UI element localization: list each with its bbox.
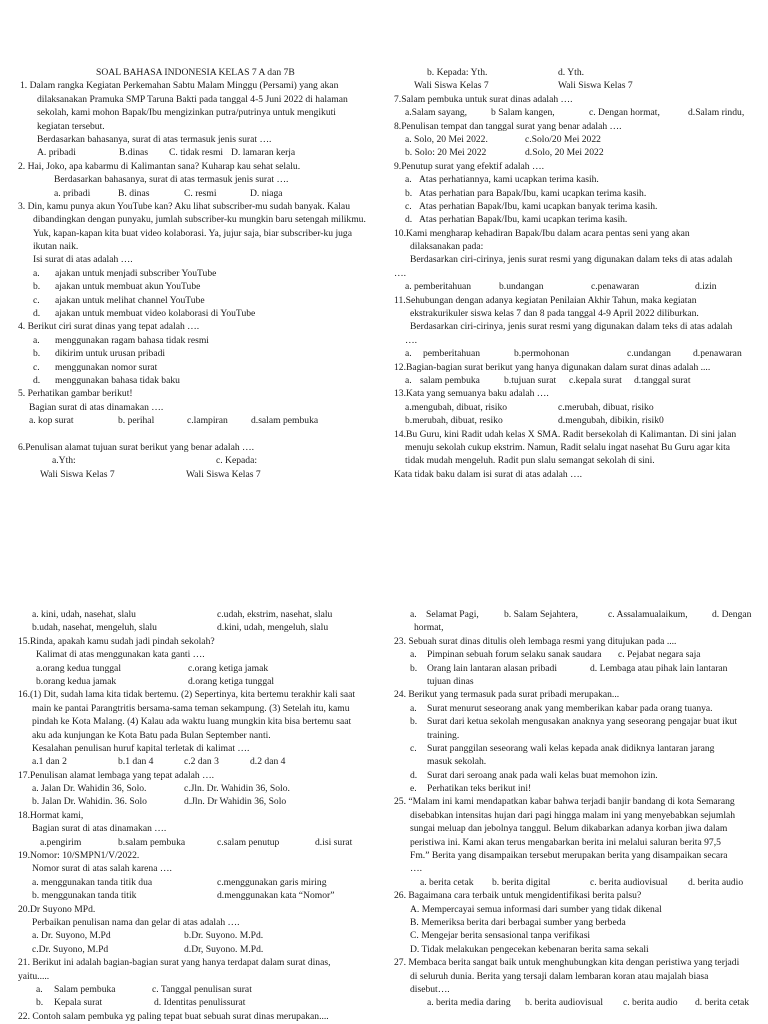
text-cell: ajakan untuk melihat channel YouTube bbox=[55, 294, 205, 306]
text-cell: b. bbox=[410, 662, 418, 674]
text-line: 6.Penulisan alamat tujuan surat berikut yang benar adalah …. bbox=[18, 441, 255, 453]
text-line: 2. Hai, Joko, apa kabarmu di Kalimantan sana? Kuharap kau sehat selalu. bbox=[18, 160, 301, 172]
text-line bbox=[18, 294, 388, 307]
text-cell: c. bbox=[33, 361, 40, 373]
text-line: di seluruh dunia. Berita yang tersaji dalam lembaran koran atau majalah biasa bbox=[410, 970, 709, 982]
text-line bbox=[394, 347, 754, 360]
text-cell: ajakan untuk menjadi subscriber YouTube bbox=[55, 267, 217, 279]
text-line: 25. “Malam ini kami mendapatkan kabar bahwa terjadi banjir bandang di kota Semarang bbox=[394, 796, 735, 808]
text-cell: b. bbox=[33, 281, 41, 293]
text-cell: a. menggunakan tanda titik dua bbox=[32, 876, 153, 888]
text-cell: d.Salam rindu, bbox=[688, 107, 745, 119]
text-line: 7.Salam pembuka untuk surat dinas adalah …. bbox=[394, 93, 573, 105]
text-cell: b. Jalan Dr. Wahidin. 36. Solo bbox=[32, 796, 147, 808]
text-cell: Surat panggilan seseorang wali kelas kepada anak didiknya lantaran jarang bbox=[427, 742, 715, 754]
text-line bbox=[18, 996, 388, 1009]
text-line: Bagian surat di atas dinamakan …. bbox=[29, 401, 164, 413]
text-cell: a. bbox=[405, 174, 412, 186]
text-line: 13.Kata yang semuanya baku adalah …. bbox=[394, 388, 549, 400]
text-cell: B.dinas bbox=[119, 147, 149, 159]
text-cell: a. kini, udah, nasehat, slalu bbox=[32, 609, 136, 620]
text-line: 14.Bu Guru, kini Radit udah kelas X SMA. Radit bersekolah di Kalimantan. Di sini jalan bbox=[394, 428, 737, 440]
text-line: 3. Din, kamu punya akun YouTube kan? Aku lihat subscriber-mu sudah banyak. Kalau bbox=[18, 200, 350, 212]
text-line: 18.Hormat kami, bbox=[18, 809, 84, 821]
text-cell: c.Solo/20 Mei 2022 bbox=[525, 133, 601, 145]
text-cell: d. Lembaga atau pihak lain lantaran bbox=[590, 662, 728, 674]
text-cell: b.udah, nasehat, mengeluh, slalu bbox=[32, 622, 157, 634]
text-cell: Surat dari seroang anak pada wali kelas buat memohon izin. bbox=[427, 769, 658, 781]
text-cell: a. bbox=[410, 609, 417, 620]
text-line bbox=[394, 715, 754, 728]
text-line bbox=[18, 608, 388, 621]
text-line bbox=[18, 428, 388, 441]
text-line bbox=[18, 621, 388, 634]
text-line: training. bbox=[427, 729, 460, 741]
text-cell: Atas perhatian Bapak/Ibu, kami ucapkan terima kasih. bbox=[419, 214, 628, 226]
text-line: dibandingkan dengan punyaku, jumlah subscriber-ku mungkin baru setengah milikmu. bbox=[33, 214, 366, 226]
text-line: 9.Penutup surat yang efektif adalah …. bbox=[394, 160, 544, 172]
text-cell: a. Solo, 20 Mei 2022. bbox=[405, 133, 488, 145]
text-cell: d. berita cetak bbox=[695, 997, 750, 1009]
text-cell: b. berita digital bbox=[492, 876, 551, 888]
text-cell: d.mengubah, dibikin, risik0 bbox=[558, 415, 664, 427]
text-cell: salam pembuka bbox=[420, 374, 480, 386]
text-line bbox=[394, 742, 754, 755]
text-line: tujuan dinas bbox=[427, 675, 474, 687]
text-cell: Wali Siswa Kelas 7 bbox=[558, 80, 633, 92]
text-line: Nomor surat di atas salah karena …. bbox=[32, 863, 172, 875]
text-line: 12.Bagian-bagian surat berikut yang hanya digunakan dalam surat dinas adalah .... bbox=[394, 361, 711, 373]
text-line: Isi surat di atas adalah …. bbox=[33, 254, 133, 266]
text-cell: e. bbox=[410, 783, 417, 795]
text-line: Berdasarkan bahasanya, surat di atas termasuk jenis surat …. bbox=[37, 133, 272, 145]
text-line: Berdasarkan ciri-cirinya, jenis surat resmi yang digunakan dalam teks di atas adalah bbox=[410, 321, 733, 333]
text-line: dilaksanakan pada: bbox=[410, 241, 484, 253]
text-cell: a. bbox=[410, 649, 417, 661]
text-cell: ajakan untuk membuat akun YouTube bbox=[55, 281, 201, 293]
text-line bbox=[18, 267, 388, 280]
text-line: 20.Dr Suyono MPd. bbox=[18, 903, 96, 915]
text-cell: a. bbox=[410, 702, 417, 714]
text-cell: d.izin bbox=[695, 281, 717, 293]
text-line bbox=[394, 414, 754, 427]
text-line: …. bbox=[410, 863, 422, 875]
text-cell: C. tidak resmi bbox=[169, 147, 224, 159]
text-cell: a. Dr. Suyono, M.Pd bbox=[32, 930, 111, 942]
text-line bbox=[18, 414, 388, 427]
text-cell: c. bbox=[410, 742, 417, 754]
text-line bbox=[18, 929, 388, 942]
text-cell: a. bbox=[33, 334, 40, 346]
text-cell: b. menggunakan tanda titik bbox=[32, 890, 137, 902]
text-cell: a.Yth: bbox=[52, 455, 76, 467]
text-cell: a.1 dan 2 bbox=[32, 756, 67, 768]
text-line: C. Mengejar berita sensasional tanpa verifikasi bbox=[410, 930, 591, 942]
text-cell: c.lampiran bbox=[187, 415, 228, 427]
text-line: 26. Bagaimana cara terbaik untuk mengidentifikasi berita palsu? bbox=[394, 890, 642, 902]
text-line bbox=[18, 187, 388, 200]
column-bottom-left bbox=[18, 608, 388, 1023]
text-cell: b.undangan bbox=[499, 281, 544, 293]
text-line: 24. Berikut yang termasuk pada surat pribadi merupakan... bbox=[394, 689, 620, 701]
text-line bbox=[394, 662, 754, 675]
text-cell: pemberitahuan bbox=[423, 348, 481, 360]
text-line: disebabkan intensitas hujan dari pagi hingga malam ini yang menyebabkan sejumlah bbox=[410, 809, 736, 821]
text-line: Bagian surat di atas dinamakan …. bbox=[32, 823, 167, 835]
text-line: 8.Penulisan tempat dan tanggal surat yang benar adalah …. bbox=[394, 120, 622, 132]
text-line: ekstrakurikuler siswa kelas 7 dan 8 pada tanggal 4-9 April 2022 diliburkan. bbox=[410, 308, 699, 320]
text-line bbox=[394, 648, 754, 661]
text-cell: a. berita media daring bbox=[427, 997, 511, 1009]
text-cell: b.merubah, dibuat, resiko bbox=[405, 415, 503, 427]
text-cell: d.isi surat bbox=[315, 836, 353, 848]
text-line bbox=[394, 146, 754, 159]
text-cell: d.Solo, 20 Mei 2022 bbox=[525, 147, 604, 159]
text-cell: b.Dr. Suyono. M.Pd. bbox=[184, 930, 264, 942]
text-cell: a. pemberitahuan bbox=[405, 281, 472, 293]
text-cell: a. bbox=[405, 374, 412, 386]
text-cell: Surat dari ketua sekolah mengusakan anaknya yang seseorang pengajar buat ikut bbox=[427, 716, 738, 728]
text-line bbox=[18, 334, 388, 347]
text-cell: c.penawaran bbox=[591, 281, 640, 293]
text-cell: b. perihal bbox=[118, 415, 155, 427]
text-line bbox=[394, 769, 754, 782]
text-cell: Pimpinan sebuah forum selaku sanak saudara bbox=[427, 649, 602, 661]
text-cell: d. bbox=[33, 374, 41, 386]
text-cell: a. bbox=[33, 267, 40, 279]
text-cell: d. Identitas penulissurat bbox=[154, 997, 246, 1009]
text-cell: d. berita audio bbox=[688, 876, 744, 888]
text-cell: a.Salam sayang, bbox=[405, 107, 468, 119]
text-line bbox=[18, 889, 388, 902]
text-cell: c.udah, ekstrim, nasehat, slalu bbox=[217, 609, 333, 620]
text-cell: d.orang ketiga tunggal bbox=[188, 675, 275, 687]
text-line: 11.Sehubungan dengan adanya kegiatan Penilaian Akhir Tahun, maka kegiatan bbox=[394, 294, 697, 306]
text-line bbox=[18, 795, 388, 808]
text-line bbox=[394, 374, 754, 387]
text-line bbox=[394, 702, 754, 715]
text-cell: Perhatikan teks berikut ini! bbox=[427, 783, 532, 795]
text-cell: a. berita cetak bbox=[420, 876, 474, 888]
text-cell: Surat menurut seseorang anak yang memberikan kabar pada orang tuanya. bbox=[427, 702, 713, 714]
text-line: Fm.” Berita yang disampaikan tersebut merupakan berita yang disampaikan secara bbox=[410, 850, 728, 862]
text-cell: b.orang kedua jamak bbox=[36, 675, 117, 687]
text-line: …. bbox=[394, 267, 406, 279]
text-line bbox=[18, 347, 388, 360]
text-cell: b.1 dan 4 bbox=[118, 756, 154, 768]
text-cell: c. berita audio bbox=[623, 997, 678, 1009]
text-cell: d.tanggal surat bbox=[634, 374, 691, 386]
text-line bbox=[394, 173, 754, 186]
text-cell: c.kepala surat bbox=[569, 374, 622, 386]
text-line: Kesalahan penulisan huruf kapital terletak di kalimat …. bbox=[32, 742, 250, 754]
text-cell: Selamat Pagi, bbox=[426, 609, 479, 620]
text-cell: d. Dengan bbox=[712, 609, 752, 620]
text-cell: b.salam pembuka bbox=[118, 836, 186, 848]
text-line bbox=[18, 454, 388, 467]
text-line bbox=[394, 280, 754, 293]
text-cell: B. dinas bbox=[118, 187, 150, 199]
text-line bbox=[394, 106, 754, 119]
text-cell: d. bbox=[405, 214, 413, 226]
text-line: Kalimat di atas menggunakan kata ganti …. bbox=[36, 649, 205, 661]
text-line: main ke pantai Parangtritis bersama-sama teman sekampung. (3) Setelah itu, kamu bbox=[32, 702, 350, 714]
text-line: 10.Kami mengharap kehadiran Bapak/Ibu dalam acara pentas seni yang akan bbox=[394, 227, 690, 239]
text-cell: b. bbox=[410, 716, 418, 728]
text-cell: c.salam penutup bbox=[217, 836, 280, 848]
text-line: hormat, bbox=[414, 622, 444, 634]
text-line bbox=[18, 675, 388, 688]
text-line bbox=[394, 782, 754, 795]
text-cell: menggunakan nomor surat bbox=[55, 361, 158, 373]
text-line bbox=[394, 213, 754, 226]
text-cell: Orang lain lantaran alasan pribadi bbox=[427, 662, 557, 674]
text-cell: d.menggunakan kata “Nomor” bbox=[217, 890, 335, 902]
text-cell: Salam pembuka bbox=[54, 983, 116, 995]
text-cell: Wali Siswa Kelas 7 bbox=[186, 468, 261, 480]
text-cell: c.Dr. Suyono, M.Pd bbox=[32, 943, 109, 955]
text-cell: c. bbox=[33, 294, 40, 306]
text-cell: b. bbox=[36, 997, 44, 1009]
text-line: 1. Dalam rangka Kegiatan Perkemahan Sabtu Malam Minggu (Persami) yang akan bbox=[20, 80, 339, 92]
text-line: menuju sekolah cukup ekstrim. Namun, Radit selalu ingat nasehat Bu Guru agar kita bbox=[405, 441, 731, 453]
text-cell: b.permohonan bbox=[514, 348, 570, 360]
text-line: Yuk, kapan-kapan kita buat video kolaborasi. Ya, jujur saja, biar subscriber-ku juga bbox=[33, 227, 352, 239]
text-cell: Wali Siswa Kelas 7 bbox=[40, 468, 115, 480]
text-line bbox=[18, 468, 388, 481]
text-cell: c. bbox=[405, 200, 412, 212]
text-line bbox=[18, 374, 388, 387]
text-cell: b. bbox=[33, 348, 41, 360]
text-cell: d.Jln. Dr Wahidin 36, Solo bbox=[184, 796, 287, 808]
text-cell: c. berita audiovisual bbox=[590, 876, 668, 888]
text-cell: b. Salam Sejahtera, bbox=[504, 609, 579, 620]
text-cell: d. Yth. bbox=[558, 67, 585, 78]
text-cell: d. bbox=[33, 308, 41, 320]
text-line: 17.Penulisan alamat lembaga yang tepat adalah …. bbox=[18, 769, 215, 781]
text-line bbox=[394, 996, 754, 1009]
text-cell: c. Dengan hormat, bbox=[589, 107, 660, 119]
text-line: sekolah, kami mohon Bapak/Ibu mengizinkan putra/putrinya untuk mengikuti bbox=[37, 107, 336, 119]
text-line bbox=[18, 876, 388, 889]
text-cell: a. kop surat bbox=[29, 415, 74, 427]
text-line: …. bbox=[405, 334, 417, 346]
text-cell: d.penawaran bbox=[693, 348, 742, 360]
text-line: Perbaikan penulisan nama dan gelar di atas adalah …. bbox=[32, 916, 240, 928]
text-line bbox=[18, 782, 388, 795]
text-cell: Atas perhatian Bapak/Ibu, kami ucapkan banyak terima kasih. bbox=[419, 200, 658, 212]
text-cell: a.mengubah, dibuat, risiko bbox=[405, 401, 508, 413]
text-line: dilaksanakan Pramuka SMP Taruna Bakti pada tanggal 4-5 Juni 2022 di halaman bbox=[37, 93, 348, 105]
text-line bbox=[18, 280, 388, 293]
text-cell: b.tujuan surat bbox=[504, 374, 557, 386]
text-cell: D. niaga bbox=[250, 187, 283, 199]
text-cell: d.2 dan 4 bbox=[250, 756, 286, 768]
text-line bbox=[394, 133, 754, 146]
text-cell: c. Assalamualaikum, bbox=[608, 609, 688, 620]
text-line bbox=[18, 146, 388, 159]
text-line: 15.Rinda, apakah kamu sudah jadi pindah sekolah? bbox=[18, 635, 215, 647]
text-line bbox=[18, 755, 388, 768]
text-cell: menggunakan ragam bahasa tidak resmi bbox=[55, 334, 209, 346]
text-line: D. Tidak melakukan pengecekan kebenaran berita sama sekali bbox=[410, 943, 649, 955]
text-cell: b. bbox=[405, 187, 413, 199]
text-cell: a. bbox=[36, 983, 43, 995]
text-line: 27. Membaca berita sangat baik untuk menghubungkan kita dengan peristiwa yang terjadi bbox=[394, 957, 740, 969]
text-cell: c. Tanggal penulisan surat bbox=[152, 983, 252, 995]
text-line bbox=[394, 200, 754, 213]
text-cell: d.salam pembuka bbox=[251, 415, 319, 427]
text-line bbox=[394, 876, 754, 889]
text-line bbox=[394, 608, 754, 621]
text-cell: d.kini, udah, mengeluh, slalu bbox=[217, 622, 329, 634]
text-line: SOAL BAHASA INDONESIA KELAS 7 A dan 7B bbox=[96, 67, 295, 78]
text-line: A. Mempercayai semua informasi dari sumber yang tidak dikenal bbox=[410, 903, 662, 915]
text-line: Kata tidak baku dalam isi surat di atas adalah …. bbox=[394, 468, 583, 480]
text-cell: a. Jalan Dr. Wahidin 36, Solo. bbox=[32, 783, 147, 795]
text-line: B. Memeriksa berita dari berbagai sumber yang berbeda bbox=[410, 916, 626, 928]
text-line: peristiwa ini. Kami akan terus mengabarkan berita ini melalui saluran berita 97,5 bbox=[410, 836, 721, 848]
text-line: Berdasarkan ciri-cirinya, jenis surat resmi yang digunakan dalam teks di atas adalah bbox=[410, 254, 733, 266]
text-line bbox=[18, 943, 388, 956]
text-cell: A. pribadi bbox=[37, 147, 76, 159]
text-line bbox=[18, 983, 388, 996]
text-cell: d.Dr, Suyono. M.Pd. bbox=[184, 943, 264, 955]
text-line bbox=[394, 401, 754, 414]
text-line: 22. Contoh salam pembuka yg paling tepat buat sebuah surat dinas merupakan.... bbox=[18, 1010, 329, 1022]
text-cell: c.undangan bbox=[627, 348, 671, 360]
column-top-left bbox=[18, 66, 388, 481]
column-bottom-right bbox=[394, 608, 754, 1010]
text-cell: C. resmi bbox=[184, 187, 217, 199]
text-cell: D. lamaran kerja bbox=[231, 147, 296, 159]
text-cell: b. berita audiovisual bbox=[525, 997, 604, 1009]
text-line: ikutan naik. bbox=[33, 241, 79, 253]
text-line bbox=[18, 662, 388, 675]
text-line bbox=[394, 66, 754, 79]
text-line: 4. Berikut ciri surat dinas yang tepat adalah …. bbox=[18, 321, 200, 333]
text-cell: a. bbox=[405, 348, 412, 360]
text-cell: Kepala surat bbox=[54, 997, 103, 1009]
text-line: 21. Berikut ini adalah bagian-bagian surat yang hanya terdapat dalam surat dinas, bbox=[18, 957, 331, 969]
text-line: disebut…. bbox=[410, 983, 450, 995]
text-line: 5. Perhatikan gambar berikut! bbox=[18, 388, 133, 400]
text-cell: dikirim untuk urusan pribadi bbox=[55, 348, 166, 360]
text-cell: c.merubah, dibuat, risiko bbox=[558, 401, 654, 413]
text-cell: c.Jln. Dr. Wahidin 36, Solo. bbox=[184, 783, 290, 795]
text-line bbox=[394, 79, 754, 92]
text-cell: d. bbox=[410, 769, 418, 781]
text-cell: c.2 dan 3 bbox=[184, 756, 219, 768]
text-line bbox=[18, 307, 388, 320]
text-line: yaitu..... bbox=[18, 970, 50, 982]
text-line bbox=[18, 836, 388, 849]
text-cell: ajakan untuk membuat video kolaborasi di YouTube bbox=[55, 308, 256, 320]
text-line bbox=[394, 187, 754, 200]
text-line: masuk sekolah. bbox=[427, 756, 487, 768]
text-cell: c. Pejabat negara saja bbox=[618, 649, 701, 661]
text-cell: a. pribadi bbox=[54, 187, 91, 199]
text-line: kegiatan tersebut. bbox=[37, 120, 105, 132]
text-cell: b. Kepada: Yth. bbox=[427, 67, 488, 78]
text-line: tidak mudah mengeluh. Radit pun slalu semangat sekolah di sini. bbox=[405, 455, 655, 467]
text-line: aku ada kunjungan ke Kota Batu pada Bulan September nanti. bbox=[32, 729, 271, 741]
text-cell: b. Solo: 20 Mei 2022 bbox=[405, 147, 487, 159]
text-line: 19.Nomor: 10/SMPN1/V/2022. bbox=[18, 850, 140, 862]
text-line: Berdasarkan bahasanya, surat di atas termasuk jenis surat …. bbox=[54, 174, 289, 186]
text-cell: b Salam kangen, bbox=[491, 107, 555, 119]
text-cell: c. Kepada: bbox=[216, 455, 258, 467]
column-top-right bbox=[394, 66, 754, 481]
text-cell: c.orang ketiga jamak bbox=[188, 662, 269, 674]
text-cell: Atas perhatiannya, kami ucapkan terima kasih. bbox=[419, 174, 599, 186]
text-cell: menggunakan bahasa tidak baku bbox=[55, 374, 180, 386]
text-cell: Wali Siswa Kelas 7 bbox=[414, 80, 489, 92]
text-line: 16.(1) Dit, sudah lama kita tidak bertemu. (2) Sepertinya, kita bertemu terakhir kali saat bbox=[18, 689, 356, 701]
text-line: pindah ke Kota Malang. (4) Kalau ada waktu luang mungkin kita bisa bertemu saat bbox=[32, 716, 352, 728]
text-line: sungai meluap dan jebolnya tanggul. Belum dikabarkan adanya korban jiwa dalam bbox=[410, 823, 728, 835]
text-cell: a.pengirim bbox=[40, 836, 82, 848]
text-line: 23. Sebuah surat dinas ditulis oleh lembaga resmi yang ditujukan pada .... bbox=[394, 635, 677, 647]
text-cell: c.menggunakan garis miring bbox=[217, 876, 327, 888]
text-cell: Atas perhatian para Bapak/Ibu, kami ucapkan terima kasih. bbox=[419, 187, 647, 199]
text-line bbox=[18, 361, 388, 374]
text-cell: a.orang kedua tunggal bbox=[36, 662, 121, 674]
